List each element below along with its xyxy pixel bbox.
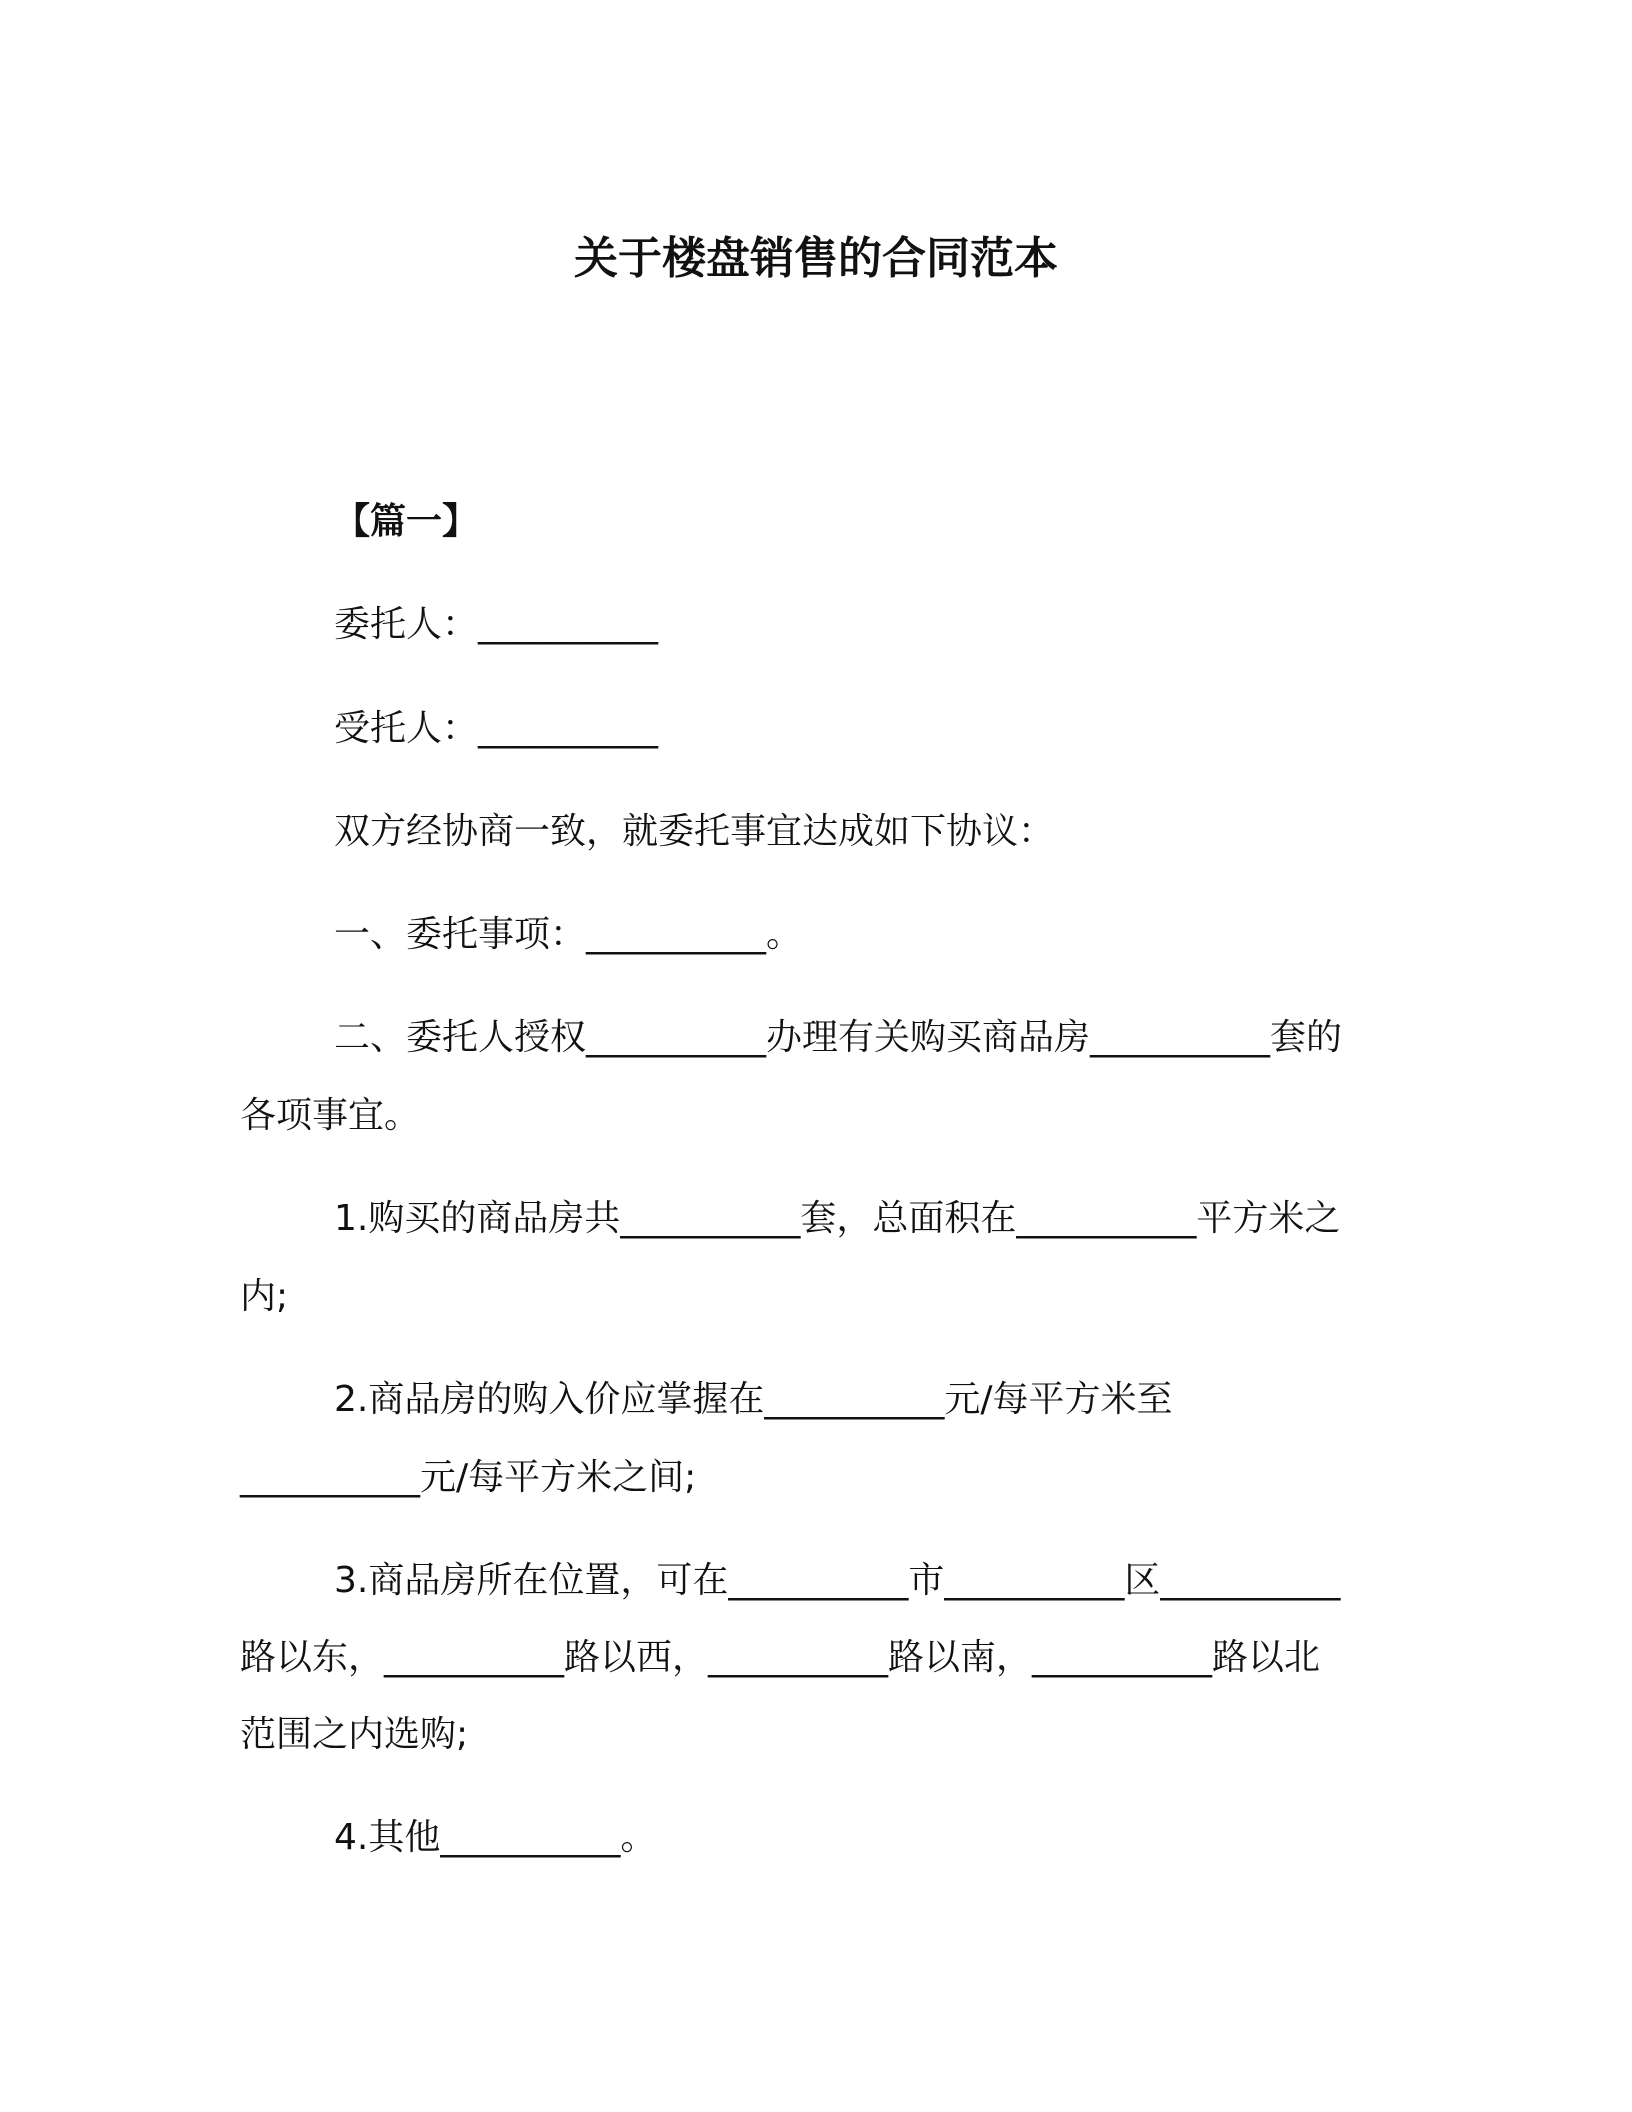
item-4-line-1: 4.其他__________。 xyxy=(334,1817,657,1858)
agent-line: 受托人：__________ xyxy=(334,708,659,749)
section-heading: 【篇一】 xyxy=(334,501,479,542)
item-2-line-2: __________元/每平方米之间; xyxy=(240,1457,697,1498)
item-3-line-2: 路以东，__________路以西，__________路以南，__________路以北 xyxy=(240,1637,1321,1678)
principal-line: 委托人：__________ xyxy=(334,604,659,645)
clause-2-line-1: 二、委托人授权__________办理有关购买商品房__________套的 xyxy=(334,1017,1343,1058)
clause-1: 一、委托事项：__________。 xyxy=(334,914,803,955)
item-3-line-1: 3.商品房所在位置，可在__________市__________区__________ xyxy=(334,1560,1341,1601)
agreement-intro: 双方经协商一致，就委托事宜达成如下协议： xyxy=(334,811,1055,852)
item-2-line-1: 2.商品房的购入价应掌握在__________元/每平方米至 xyxy=(334,1379,1173,1420)
item-3-line-3: 范围之内选购; xyxy=(240,1714,469,1755)
item-1-line-1: 1.购买的商品房共__________套，总面积在__________平方米之 xyxy=(334,1198,1341,1239)
item-1-line-2: 内; xyxy=(240,1276,289,1317)
clause-2-line-2: 各项事宜。 xyxy=(240,1095,421,1136)
document-title: 关于楼盘销售的合同范本 xyxy=(574,233,1058,284)
